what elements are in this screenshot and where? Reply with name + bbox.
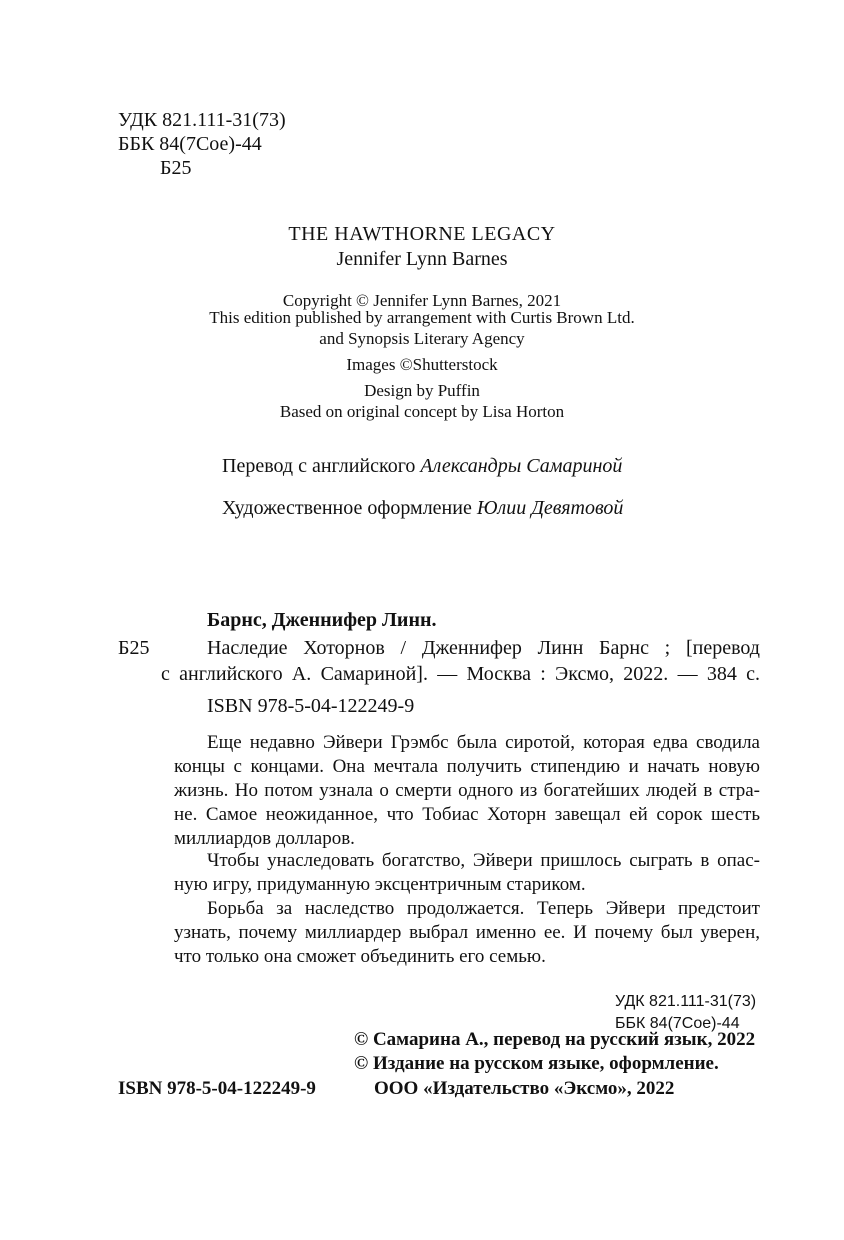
design-credit-ru [222,496,623,520]
udk-code-bottom: УДК 821.111-31(73) [615,993,757,1010]
annotation-line: Борьба за наследство продолжается. Теперь Эйвери предстоит [207,898,760,919]
annotation-line: ную игру, придуманную эксцентричным стариком. [174,874,586,895]
copyright-translation: © Самарина А., перевод на русский язык, 2022 [354,1029,756,1050]
translator-name: Александры Самариной [420,455,623,477]
annotation-line: концы с концами. Она мечтала получить стипендию и начать новую [174,756,760,777]
catalog-author: Барнс, Дженнифер Линн. [207,609,437,631]
design-credit: Design by Puffin [364,381,480,400]
concept-credit: Based on original concept by Lisa Horton [279,402,565,421]
catalog-mark: Б25 [118,637,150,659]
images-credit: Images ©Shutterstock [346,355,498,374]
udk-code: УДК 821.111-31(73) [118,109,286,131]
annotation-line: жизнь. Но потом узнала о смерти одного из богатейших людей в стра- [174,780,760,801]
bbk-code-bottom: ББК 84(7Сое)-44 [615,1015,740,1032]
catalog-entry-line-1: Наследие Хоторнов / Дженнифер Линн Барнс ; [перевод [207,637,760,659]
copyright-line-2: This edition published by arrangement with Curtis Brown Ltd. [209,308,635,327]
translation-credit [222,454,622,478]
publisher-copyright: ООО «Издательство «Эксмо», 2022 [374,1078,675,1099]
design-prefix: Художественное оформление [222,497,477,519]
annotation-line: Чтобы унаследовать богатство, Эйвери пришлось сыграть в опас- [207,850,760,871]
copyright-line-3: and Synopsis Literary Agency [319,329,525,348]
copyright-edition: © Издание на русском языке, оформление. [354,1053,719,1074]
annotation-line: не. Самое неожиданное, что Тобиас Хоторн завещал ей сорок шесть [174,804,760,825]
catalog-isbn: ISBN 978-5-04-122249-9 [207,695,415,717]
original-title: THE HAWTHORNE LEGACY [288,223,556,245]
translation-prefix: Перевод с английского [222,455,421,477]
catalog-entry-line-2: с английского А. Самариной]. — Москва : Эксмо, 2022. — 384 с. [161,663,760,685]
footer-isbn: ISBN 978-5-04-122249-9 [118,1078,316,1099]
designer-name: Юлии Девятовой [476,497,624,519]
copyright-line-1: Copyright © Jennifer Lynn Barnes, 2021 [282,291,562,310]
annotation-line: что только она сможет объединить его семью. [174,946,546,967]
bbk-code: ББК 84(7Сое)-44 [118,133,262,155]
author-mark: Б25 [160,157,192,179]
original-author: Jennifer Lynn Barnes [336,248,508,270]
annotation-line: Еще недавно Эйвери Грэмбс была сиротой, которая едва сводила [207,732,760,753]
annotation-line: узнать, почему миллиардер выбрал именно ее. И почему был уверен, [174,922,760,943]
annotation-line: миллиардов долларов. [174,828,355,849]
